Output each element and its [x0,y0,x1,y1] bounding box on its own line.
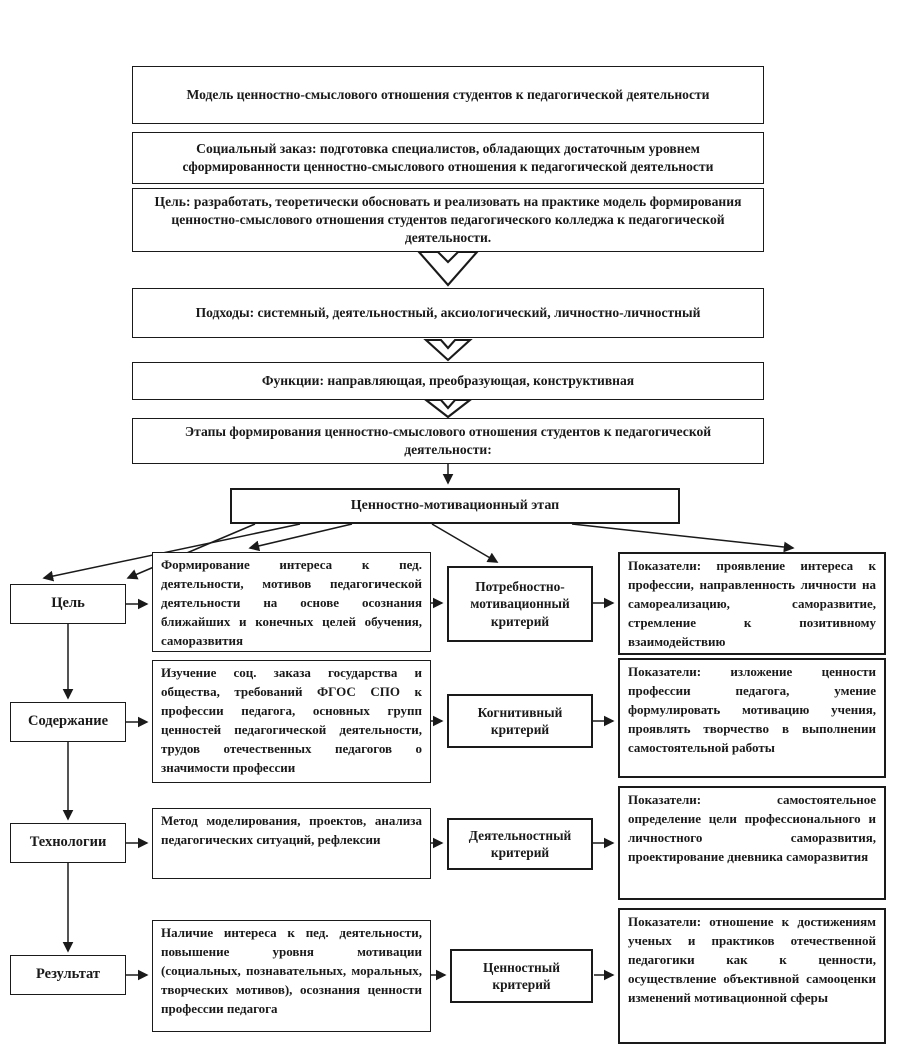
row1-label-box [10,584,126,624]
model-title-text: Модель ценностно-смыслового отношения студентов к педагогической деятельности [186,87,710,103]
row3-criterion-box [447,818,593,870]
row4-label-text: Результат [35,966,101,983]
approaches-text: Подходы: системный, деятельностный, аксиологический, личностно-личностный [195,305,701,321]
row3-indicators-box [618,786,886,900]
hollow-arrow-down-icon [419,252,477,285]
row1-content-box [152,552,431,652]
stage-box [230,488,680,524]
arrow-stage-to-criterion [432,524,497,562]
row3-content-text: Метод моделирования, проектов, анализа педагогических ситуаций, рефлексии [161,813,422,847]
row2-criterion-text: Когнитивный критерий [477,704,563,737]
functions-box [132,362,764,400]
stages-heading-box [132,418,764,464]
row4-criterion-box [450,949,593,1003]
functions-text: Функции: направляющая, преобразующая, конструктивная [261,373,635,389]
row3-content-box [152,808,431,879]
row1-indicators-box [618,552,886,655]
approaches-box [132,288,764,338]
row2-content-box [152,660,431,783]
row4-label-box [10,955,126,995]
hollow-arrow-down-icon [426,400,470,417]
stage-name-text: Ценностно-мотивационный этап [350,497,560,513]
row3-criterion-text: Деятельностный критерий [468,827,572,860]
arrow-stage-to-indicators [572,524,793,548]
goal-statement-box [132,188,764,252]
model-title-box [132,66,764,124]
row2-indicators-text: Показатели: изложение ценности профессии педагога, умение формулировать мотивацию учения, проявлять творчество в выполнении самостоятельной работы [628,664,876,755]
row1-label-text: Цель [51,595,85,612]
row2-label-box [10,702,126,742]
row2-criterion-box [447,694,593,748]
row1-criterion-box [447,566,593,642]
goal-statement-text: Цель: разработать, теоретически обосновать и реализовать на практике модель формирования ценностно-смыслового отношения студентов педагогического колледжа к педагогической деятельности. [154,194,742,245]
arrow-stage-to-content [250,524,352,548]
row4-content-text: Наличие интереса к пед. деятельности, повышение уровня мотивации (социальных, познавательных, моральных, творческих мотивов), осознания ценности профессии педагога [161,925,422,1016]
row3-label-box [10,823,126,863]
social-order-box [132,132,764,184]
social-order-text: Социальный заказ: подготовка специалистов, обладающих достаточным уровнем сформированности ценностно-смыслового отношения к педагогической деятельности [182,141,714,174]
row2-label-text: Содержание [27,713,109,730]
row4-indicators-box [618,908,886,1044]
row2-content-text: Изучение соц. заказа государства и общества, требований ФГОС СПО к профессии педагога, основных групп ценностей педагогической деятельности, трудов отечественных педагогов о значимости профессии [161,665,422,775]
row4-indicators-text: Показатели: отношение к достижениям ученых и практиков отечественной педагогики как к ценности, осуществление объективной самооценки изменений мотивационной сферы [628,914,876,1005]
row3-label-text: Технологии [29,834,107,851]
row3-indicators-text: Показатели: самостоятельное определение цели профессионального и личностного саморазвития, проектирование дневника саморазвития [628,792,876,864]
row4-criterion-text: Ценностный критерий [483,959,560,992]
row1-criterion-text: Потребностно-мотивационный критерий [470,579,570,629]
row1-indicators-text: Показатели: проявление интереса к профессии, направленность личности на самореализацию, саморазвитие, стремление к позитивному взаимодействию [628,558,876,649]
row2-indicators-box [618,658,886,778]
hollow-arrow-down-icon [426,340,470,360]
row4-content-box [152,920,431,1032]
stages-heading-text: Этапы формирования ценностно-смыслового отношения студентов к педагогической деятельности: [184,424,712,457]
row1-content-text: Формирование интереса к пед. деятельности, мотивов педагогической деятельности на основе осознания ближайших и конечных целей обучения, саморазвития [161,557,422,648]
